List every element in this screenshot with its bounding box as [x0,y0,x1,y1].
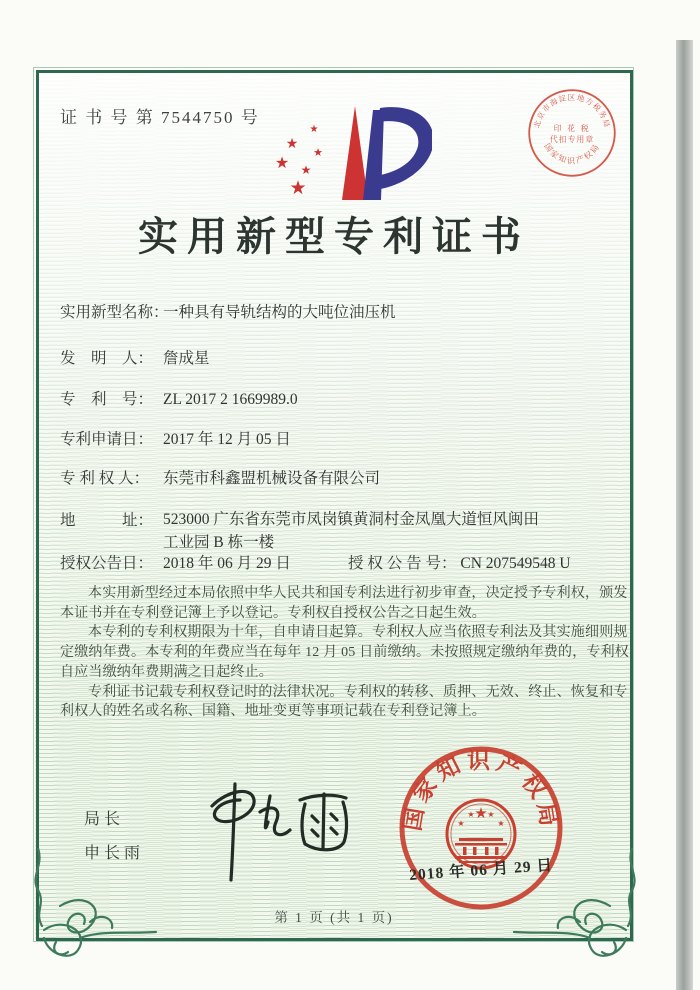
field-row-patentee [60,466,380,488]
svg-text:★: ★ [487,810,495,819]
svg-text:★: ★ [309,124,319,135]
scan-edge-shadow [676,40,693,990]
cnipa-patent-logo [272,100,432,210]
director-signature [190,772,380,887]
field-value: CN 207549548 U [460,555,571,572]
director-title: 局长 [84,811,125,828]
field-row-address [60,508,633,554]
field-label: 发 明 人： [60,350,154,367]
field-row-patent-no [60,387,298,409]
svg-text:★: ★ [457,819,465,828]
field-row-name [60,300,396,322]
field-value: 一种具有导轨结构的大吨位油压机 [163,304,396,321]
field-value: ZL 2017 2 1669989.0 [163,391,298,408]
svg-text:★: ★ [313,147,323,159]
svg-text:★: ★ [300,163,312,177]
tax-stamp-center-line1: 印 花 税 [553,124,591,134]
field-row-filing-date [60,427,291,449]
field-value: 东莞市科鑫盟机械设备有限公司 [163,470,381,487]
logo-stars [275,124,323,199]
svg-text:★: ★ [497,819,505,828]
certificate-title: 实用新型专利证书 [138,214,530,259]
legal-paragraph-2: 本专利的专利权期限为十年，自申请日起算。专利权人应当依照专利法及其实施细则规定缴纳年费。本专利的年费应当在每年 12 月 05 日前缴纳。未按照规定缴纳年费的，专利权自应当缴纳年费期满之日起终止。 [60,625,629,680]
svg-text:国家知识产权局 [542,142,601,166]
address-line-1: 523000 广东省东莞市凤岗镇黄洞村金凤凰大道恒风闽田 [163,511,539,528]
certificate-number: 证 书 号 第 7544750 号 [60,108,260,127]
field-label: 授 权 公 告 号： [348,555,457,572]
cnipa-seal [395,742,567,914]
svg-text:★: ★ [274,155,290,172]
field-value: 2018 年 06 月 29 日 [163,555,291,572]
seal-date: 2018 年 06 月 29 日 [408,856,554,884]
director-name: 申长雨 [84,845,145,862]
field-label: 授权公告日： [60,555,154,572]
cnipa-seal-ring-text: 国家知识产权局 [399,748,563,833]
field-row-inventor [60,346,210,368]
tax-stamp [526,87,618,179]
legal-paragraph-3: 专利证书记载专利权登记时的法律状况。专利权的转移、质押、无效、终止、恢复和专利权人的姓名或名称、国籍、地址变更等事项记载在专利登记簿上。 [60,684,628,720]
svg-text:★: ★ [467,810,475,819]
svg-text:★: ★ [474,806,488,822]
tax-stamp-top-text: 北京市海淀区地方税务局 [532,92,612,130]
tax-stamp-center-line2: 代扣专用章 [549,135,595,145]
field-value [163,508,633,554]
field-value: 詹成星 [163,350,210,367]
page-number: 第 1 页 (共 1 页) [274,910,394,925]
address-line-2: 工业园 B 栋一楼 [163,534,275,551]
field-label: 实用新型名称： [60,304,169,321]
svg-text:★: ★ [285,137,299,152]
svg-text:★: ★ [289,178,307,199]
logo-red-spire [342,106,368,200]
legal-paragraph-1: 本实用新型经过本局依照中华人民共和国专利法进行初步审查，决定授予专利权，颁发本证书并在专利登记簿上予以登记。专利权自授权公告之日起生效。 [60,586,628,621]
field-row-grant-date [60,551,291,573]
tax-stamp-bottom-text: 国家知识产权局 [542,141,602,166]
field-label: 专利申请日： [60,431,154,448]
field-value: 2017 年 12 月 05 日 [163,431,291,448]
field-label: 专 利 权 人： [60,470,150,487]
legal-text-block [60,584,636,722]
field-row-grant-no [348,551,571,573]
field-label: 地 址： [60,512,154,529]
field-label: 专 利 号： [60,391,154,408]
